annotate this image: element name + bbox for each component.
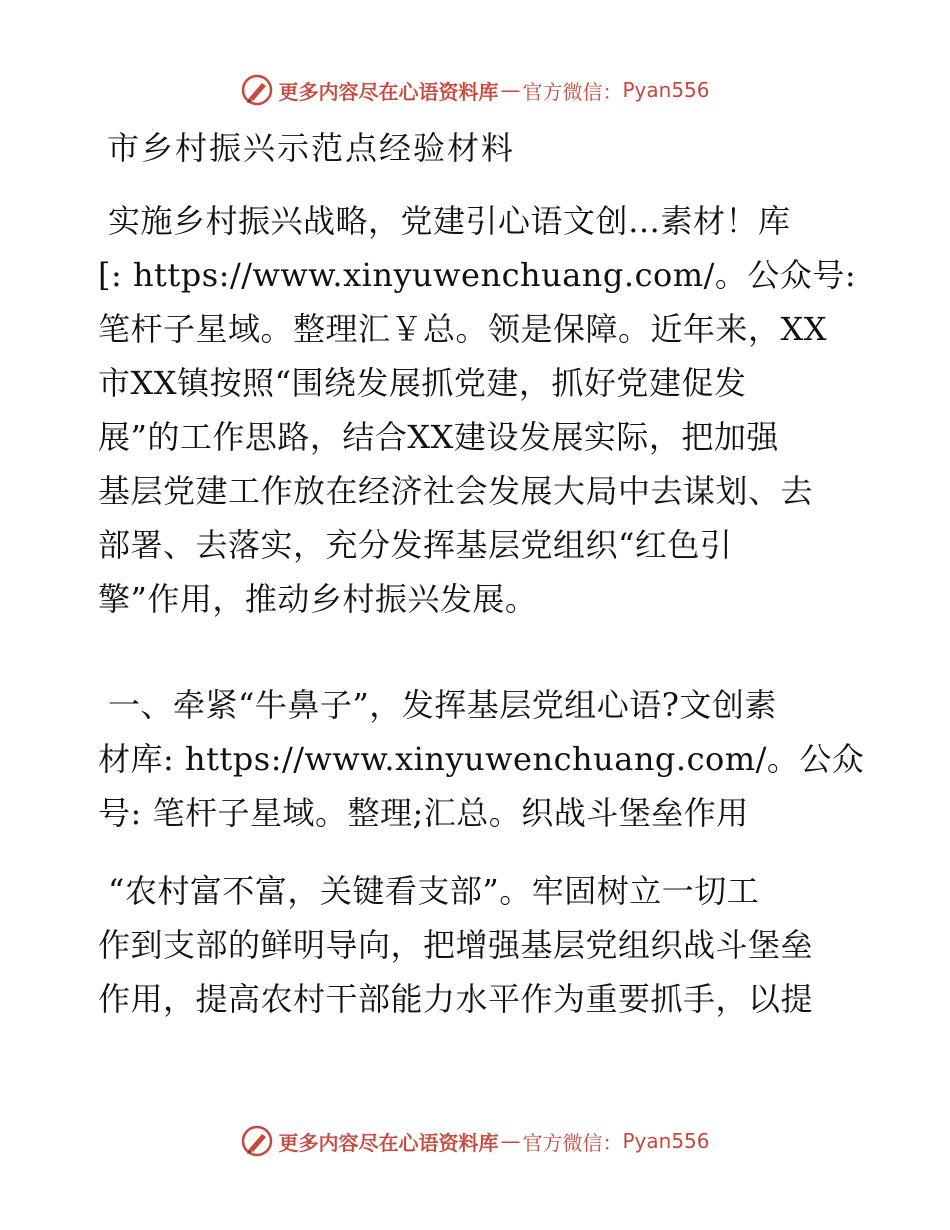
watermark-wechat-label: 官方微信： xyxy=(522,1130,623,1155)
watermark-separator: — xyxy=(500,1129,521,1153)
text-line: 作到支部的鲜明导向，把增强基层党组织战斗堡垒 xyxy=(98,926,814,964)
paragraph-intro xyxy=(98,194,858,626)
footer-watermark xyxy=(0,1123,950,1159)
text-line: 市XX镇按照“围绕发展抓党建，抓好党建促发 xyxy=(98,364,747,402)
watermark-separator: — xyxy=(500,78,521,102)
text-line: [: https://www.xinyuwenchuang.com/。公众号: xyxy=(98,256,857,294)
text-line: 部署、去落实，充分发挥基层党组织“红色引 xyxy=(98,526,733,564)
text-line: 一、牵紧“牛鼻子”，发挥基层党组心语?文创素 xyxy=(108,686,777,724)
document-title: 市乡村振兴示范点经验材料 xyxy=(107,129,516,167)
text-line: 材库: https://www.xinyuwenchuang.com/。公众 xyxy=(98,740,865,778)
text-line: “农村富不富，关键看支部”。牢固树立一切工 xyxy=(108,872,760,910)
section-heading-1 xyxy=(98,678,865,840)
text-line: 号: 笔杆子星域。整理;汇总。织战斗堡垒作用 xyxy=(98,794,749,832)
text-line: 展”的工作思路，结合XX建设发展实际，把加强 xyxy=(98,418,779,456)
header-watermark xyxy=(0,72,950,108)
watermark-handle: Pyan556 xyxy=(622,78,710,102)
red-pen-logo-icon xyxy=(240,73,274,107)
watermark-wechat-label: 官方微信： xyxy=(522,79,623,104)
watermark-handle: Pyan556 xyxy=(622,1129,710,1153)
text-line: 基层党建工作放在经济社会发展大局中去谋划、去 xyxy=(98,472,814,510)
text-line: 作用，提高农村干部能力水平作为重要抓手，以提 xyxy=(98,980,814,1018)
text-line: 笔杆子星域。整理汇￥总。领是保障。近年来，XX xyxy=(98,310,828,348)
watermark-brand: 更多内容尽在心语资料库 xyxy=(278,1130,499,1155)
red-pen-logo-icon xyxy=(240,1124,274,1158)
text-line: 实施乡村振兴战略，党建引心语文创…素材！库 xyxy=(108,202,791,240)
text-line: 擎”作用，推动乡村振兴发展。 xyxy=(98,580,538,618)
paragraph-body xyxy=(98,864,858,1026)
watermark-brand: 更多内容尽在心语资料库 xyxy=(278,79,499,104)
